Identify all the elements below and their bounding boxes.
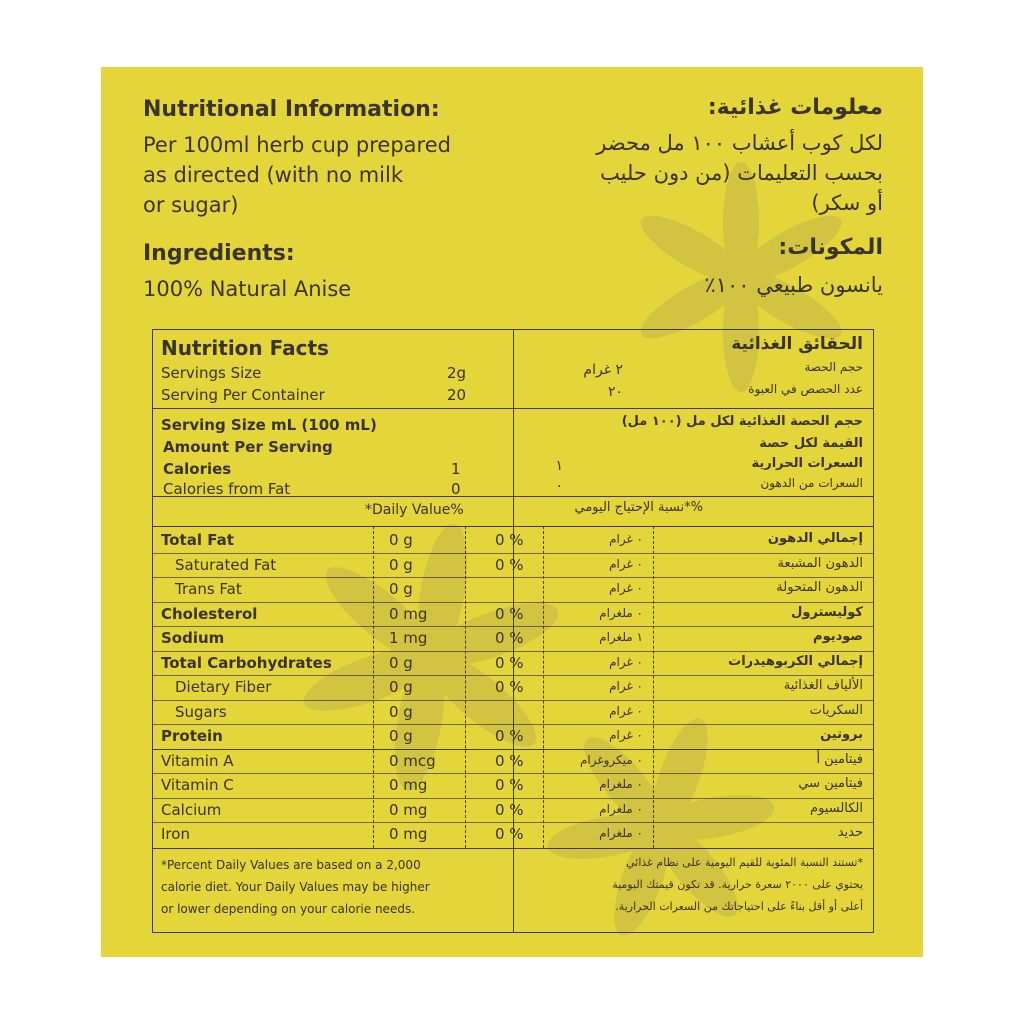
nutrient-name-ar: الدهون المتحولة — [776, 580, 863, 595]
row-rule — [153, 773, 873, 774]
row-rule — [153, 822, 873, 823]
ingredients-text: 100% Natural Anise — [143, 277, 352, 301]
nutrient-name-ar: صوديوم — [813, 629, 863, 644]
calories-ar-value: ١ — [555, 458, 563, 474]
nutrient-name-ar: بروتين — [820, 727, 863, 742]
cal-fat-ar-value: ٠ — [555, 478, 563, 494]
row-rule — [153, 577, 873, 578]
nutrient-amount: 0 g — [389, 678, 413, 696]
amount-ar: القيمة لكل حصة — [759, 436, 863, 451]
amount-label: Amount Per Serving — [163, 438, 333, 456]
nutrient-dv: 0 % — [495, 555, 524, 574]
nutrient-dv: 0 % — [495, 653, 524, 672]
nutrient-dv: 0 % — [495, 751, 524, 770]
serving-ml-ar: حجم الحصة الغذائية لكل مل (١٠٠ مل) — [621, 414, 863, 429]
servings-size-ar-value: ٢ غرام — [583, 362, 623, 378]
servings-size-label: Servings Size — [161, 364, 262, 382]
nutrient-name-ar: السكريات — [809, 702, 863, 718]
nutrient-amount-ar: ٠ ملغرام — [599, 826, 643, 840]
footnote-line-2: calorie diet. Your Daily Values may be higher — [161, 880, 430, 894]
nutrient-name: Cholesterol — [161, 604, 258, 623]
nutrient-amount-ar: ٠ غرام — [609, 679, 643, 693]
nutrient-name: Sodium — [161, 629, 225, 647]
nutrient-amount-ar: ٠ ميكروغرام — [579, 752, 643, 767]
nutrient-name: Total Fat — [161, 531, 234, 549]
col-divider-1 — [373, 526, 374, 848]
calories-ar-label: السعرات الحرارية — [751, 456, 863, 471]
col-divider-2 — [465, 526, 466, 848]
nutrient-amount: 0 g — [389, 531, 413, 549]
nutrient-name-ar: كوليسترول — [791, 604, 863, 620]
nutrient-amount-ar: ٠ غرام — [609, 728, 643, 742]
dv-header: *Daily Value% — [365, 502, 464, 518]
nutrient-name: Total Carbohydrates — [161, 653, 332, 672]
footnote-ar-line-3: أعلى أو أقل بناءً على احتياجاتك من السعرات الحرارية. — [615, 900, 863, 913]
row-rule — [153, 626, 873, 627]
nutrient-name-ar: فيتامين سي — [798, 776, 863, 791]
nutrient-amount: 0 g — [389, 555, 413, 574]
rule-after-dv-header — [153, 526, 873, 527]
facts-title-ar: الحقائق الغذائية — [731, 334, 863, 354]
nutrient-name: Vitamin A — [161, 751, 234, 770]
per-container-ar-value: ٢٠ — [607, 384, 623, 400]
ingredients-text-ar: يانسون طبيعي ١٠٠٪ — [704, 273, 883, 297]
nutrient-amount-ar: ٠ غرام — [609, 532, 643, 546]
nutrient-dv: 0 % — [495, 604, 524, 623]
nutrient-amount: 0 g — [389, 727, 413, 745]
calories-value: 1 — [451, 460, 461, 478]
nutrient-name: Iron — [161, 825, 190, 843]
label-panel — [101, 67, 923, 957]
nutrient-dv: 0 % — [495, 727, 524, 745]
per-container-label: Serving Per Container — [161, 386, 325, 404]
col-divider-3 — [543, 526, 544, 848]
nutrient-name-ar: الكالسيوم — [810, 800, 863, 816]
serving-ml-label: Serving Size mL (100 mL) — [161, 416, 377, 434]
nutrient-dv: 0 % — [495, 531, 524, 549]
row-rule — [153, 749, 873, 750]
ingredients-title-ar: المكونات: — [778, 235, 883, 260]
servings-size-value: 2g — [447, 364, 467, 382]
nutrient-amount: 0 g — [389, 702, 413, 721]
nutrient-name: Calcium — [161, 800, 222, 819]
nutrient-name: Sugars — [175, 702, 227, 721]
nutrient-amount: 0 g — [389, 653, 413, 672]
nutrient-name: Trans Fat — [175, 580, 242, 598]
nutrient-amount-ar: ٠ ملغرام — [599, 801, 643, 816]
nutrient-amount-ar: ٠ غرام — [609, 654, 643, 669]
per-line-3-ar: أو سكر) — [811, 191, 883, 215]
nutrient-dv: 0 % — [495, 678, 524, 696]
row-rule — [153, 675, 873, 676]
nutrient-amount: 0 mg — [389, 800, 428, 819]
per-container-ar-label: عدد الحصص في العبوة — [748, 382, 863, 396]
footnote-line-1: *Percent Daily Values are based on a 2,000 — [161, 858, 421, 872]
footnote-line-3: or lower depending on your calorie needs. — [161, 902, 416, 916]
per-line-3: or sugar) — [143, 193, 239, 217]
facts-title: Nutrition Facts — [161, 336, 329, 360]
nutrient-name: Vitamin C — [161, 776, 234, 794]
nutrition-info-title: Nutritional Information: — [143, 97, 440, 122]
row-rule — [153, 724, 873, 725]
nutrient-name-ar: حديد — [837, 825, 863, 840]
nutrient-dv: 0 % — [495, 776, 524, 794]
rule-after-servings-ar — [514, 408, 873, 409]
rule-after-table — [153, 848, 873, 849]
nutrient-name: Dietary Fiber — [175, 678, 272, 696]
row-rule — [153, 798, 873, 799]
ingredients-title: Ingredients: — [143, 241, 295, 266]
nutrient-amount-ar: ٠ غرام — [609, 581, 643, 595]
servings-size-ar-label: حجم الحصة — [804, 360, 863, 374]
nutrient-amount: 0 mcg — [389, 751, 436, 770]
nutrient-name: Protein — [161, 727, 223, 745]
col-divider-4 — [653, 526, 654, 848]
cal-fat-label: Calories from Fat — [163, 480, 291, 498]
per-line-1-ar: لكل كوب أعشاب ١٠٠ مل محضر — [596, 131, 883, 155]
footnote-ar-line-1: *تستند النسبة المئوية للقيم اليومية على نظام غذائي — [626, 856, 863, 869]
row-rule — [153, 700, 873, 701]
nutrient-name-ar: الألياف الغذائية — [783, 678, 863, 693]
nutrient-amount: 0 mg — [389, 825, 428, 843]
nutrient-name-ar: إجمالي الدهون — [767, 531, 863, 546]
nutrient-amount: 0 mg — [389, 776, 428, 794]
row-rule — [153, 602, 873, 603]
per-line-2-ar: بحسب التعليمات (من دون حليب — [600, 161, 883, 185]
nutrient-dv: 0 % — [495, 825, 524, 843]
nutrition-info-title-ar: معلومات غذائية: — [707, 95, 883, 120]
calories-label: Calories — [163, 460, 232, 478]
row-rule — [153, 651, 873, 652]
nutrient-dv: 0 % — [495, 800, 524, 819]
nutrient-amount: 0 mg — [389, 604, 428, 623]
cal-fat-ar-label: السعرات من الدهون — [760, 476, 863, 490]
nutrient-name: Saturated Fat — [175, 555, 277, 574]
row-rule — [153, 553, 873, 554]
per-container-value: 20 — [447, 386, 467, 404]
footnote-ar-line-2: يحتوي على ٢٠٠٠ سعرة حرارية. قد تكون قيمتك اليومية — [612, 878, 863, 891]
nutrient-amount: 0 g — [389, 580, 413, 598]
nutrient-name-ar: فيتامين أ — [816, 751, 863, 767]
nutrient-amount-ar: ٠ غرام — [609, 703, 643, 718]
per-line-2: as directed (with no milk — [143, 163, 403, 187]
nutrition-facts-table — [152, 329, 874, 933]
nutrient-amount-ar: ٠ ملغرام — [599, 777, 643, 791]
per-line-1: Per 100ml herb cup prepared — [143, 133, 451, 157]
cal-fat-value: 0 — [451, 480, 461, 498]
nutrient-amount-ar: ١ ملغرام — [599, 630, 643, 644]
nutrient-amount-ar: ٠ غرام — [609, 556, 643, 571]
nutrient-amount-ar: ٠ ملغرام — [599, 605, 643, 620]
nutrient-name-ar: إجمالي الكربوهيدرات — [728, 653, 863, 669]
nutrient-amount: 1 mg — [389, 629, 428, 647]
nutrient-name-ar: الدهون المشبعة — [777, 555, 863, 571]
dv-header-ar: %*نسبة الإحتياج اليومي — [574, 500, 703, 515]
rule-after-servings — [153, 408, 513, 409]
nutrient-dv: 0 % — [495, 629, 524, 647]
